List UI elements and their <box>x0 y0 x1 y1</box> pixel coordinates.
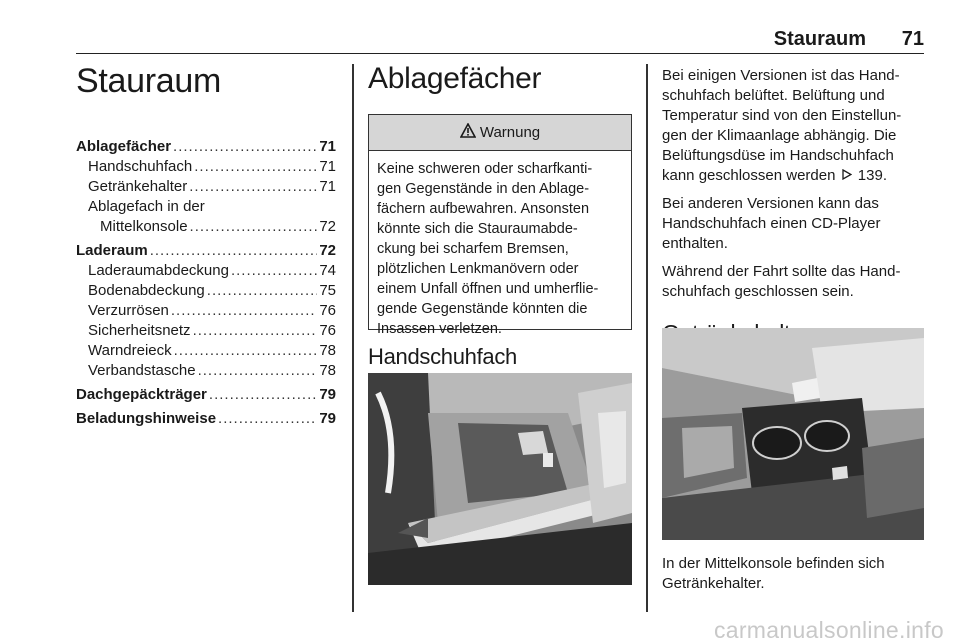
warning-header <box>369 115 631 151</box>
text-line: Bei einigen Versionen ist das Hand- <box>662 67 900 84</box>
warning-line: ckung bei scharfem Bremsen, <box>377 241 569 257</box>
toc-entry-page: 76 <box>319 322 336 339</box>
warning-line: einem Unfall öffnen und umherflie- <box>377 281 599 297</box>
text-line: Temperatur sind von den Einstellun- <box>662 107 902 124</box>
toc-entry-label: Ablagefach in der <box>88 198 205 215</box>
toc-entry-label: Ablagefächer <box>76 138 172 155</box>
text-line: enthalten. <box>662 235 728 252</box>
column-divider-right <box>646 64 648 612</box>
toc-leader-dots <box>173 137 317 157</box>
toc-entry[interactable] <box>76 341 336 361</box>
toc-entry-page: 72 <box>319 242 336 259</box>
text-line: Belüftungsdüse im Handschuhfach <box>662 147 894 164</box>
warning-title: Warnung <box>479 124 541 141</box>
toc-entry-label: Warndreieck <box>88 342 172 359</box>
reference-line <box>662 166 924 186</box>
toc-entry[interactable] <box>76 217 336 237</box>
paragraph-ventilation <box>662 66 924 186</box>
toc-entry[interactable] <box>76 177 336 197</box>
warning-line: Keine schweren oder scharfkanti- <box>377 161 593 177</box>
toc-entry-label: Verbandstasche <box>88 362 196 379</box>
toc-entry-page: 74 <box>319 262 336 279</box>
text-line: Bei anderen Versionen kann das <box>662 195 879 212</box>
toc-entry-page: 79 <box>319 386 336 403</box>
subsection-title-handschuhfach: Handschuhfach <box>368 344 517 369</box>
toc-entry[interactable] <box>76 197 336 217</box>
toc-entry[interactable] <box>76 281 336 301</box>
toc-leader-dots <box>190 217 318 237</box>
warning-text <box>369 151 631 347</box>
toc-entry-label: Dachgepäckträger <box>76 386 207 403</box>
warning-line: gen Gegenstände in den Ablage- <box>377 181 590 197</box>
column-divider-left <box>352 64 354 612</box>
toc-entry[interactable] <box>76 137 336 157</box>
toc-entry-label: Sicherheitsnetz <box>88 322 191 339</box>
reference-page: 139. <box>857 167 887 184</box>
reference-text: kann geschlossen werden <box>662 167 836 184</box>
section-title: Ablagefächer <box>368 62 542 95</box>
cupholder-image <box>662 328 924 540</box>
text-line: gen der Klimaanlage abhängig. Die <box>662 127 897 144</box>
glovebox-image <box>368 373 632 585</box>
toc-entry-page: 78 <box>319 362 336 379</box>
warning-line: gende Gegenstände könnten die <box>377 301 588 317</box>
toc-entry-page: 72 <box>319 218 336 235</box>
toc-leader-dots <box>193 321 318 341</box>
text-line: In der Mittelkonsole befinden sich <box>662 555 885 572</box>
toc-entry-label: Beladungshinweise <box>76 410 217 427</box>
toc-entry[interactable] <box>76 409 336 429</box>
toc-entry-page: 71 <box>319 178 336 195</box>
toc-entry-page: 71 <box>319 158 336 175</box>
toc-entry-label: Mittelkonsole <box>100 218 188 235</box>
toc-entry[interactable] <box>76 321 336 341</box>
warning-box <box>368 114 632 337</box>
warning-triangle-icon <box>460 123 476 143</box>
page-header <box>76 28 924 54</box>
toc-entry-page: 78 <box>319 342 336 359</box>
toc-leader-dots <box>231 261 317 281</box>
toc-entry[interactable] <box>76 361 336 381</box>
left-column <box>76 62 336 429</box>
toc-entry[interactable] <box>76 301 336 321</box>
toc-leader-dots <box>189 177 317 197</box>
toc-entry-page: 79 <box>319 410 336 427</box>
toc-leader-dots <box>150 241 318 261</box>
toc-entry[interactable] <box>76 261 336 281</box>
paragraph-cd-player <box>662 194 924 254</box>
text-line: Während der Fahrt sollte das Hand- <box>662 263 901 280</box>
toc-entry[interactable] <box>76 241 336 261</box>
toc-entry-label: Bodenabdeckung <box>88 282 205 299</box>
toc-leader-dots <box>171 301 317 321</box>
toc-entry[interactable] <box>76 385 336 405</box>
chapter-title: Stauraum <box>76 62 222 100</box>
cupholder-caption <box>662 554 924 602</box>
toc-entry-page: 75 <box>319 282 336 299</box>
header-page-number: 71 <box>901 28 924 50</box>
text-line: Handschuhfach einen CD-Player <box>662 215 881 232</box>
text-line: Getränkehalter. <box>662 575 765 592</box>
toc-entry-label: Verzurrösen <box>88 302 169 319</box>
toc-entry-label: Laderaum <box>76 242 148 259</box>
arrow-reference-icon <box>842 166 852 186</box>
toc-leader-dots <box>194 157 317 177</box>
warning-line: fächern aufbewahren. Ansonsten <box>377 201 590 217</box>
paragraph-driving-closed <box>662 262 924 302</box>
text-line: schuhfach geschlossen sein. <box>662 283 854 300</box>
watermark: carmanualsonline.info <box>713 617 944 642</box>
toc-entry-page: 71 <box>319 138 336 155</box>
toc-entry-label: Handschuhfach <box>88 158 193 175</box>
warning-line: Insassen verletzen. <box>377 321 502 337</box>
middle-column <box>368 62 632 370</box>
toc-entry-label: Getränkehalter <box>88 178 188 195</box>
right-column <box>662 66 924 347</box>
warning-line: könnte sich die Stauraumabde- <box>377 221 578 237</box>
toc-leader-dots <box>207 281 318 301</box>
table-of-contents <box>76 137 336 429</box>
toc-entry-label: Laderaumabdeckung <box>88 262 229 279</box>
toc-leader-dots <box>198 361 318 381</box>
toc-entry[interactable] <box>76 157 336 177</box>
toc-leader-dots <box>174 341 318 361</box>
toc-leader-dots <box>209 385 317 405</box>
text-line: schuhfach belüftet. Belüftung und <box>662 87 885 104</box>
toc-leader-dots <box>218 409 317 429</box>
header-title: Stauraum <box>773 28 866 50</box>
warning-line: plötzlichen Lenkmanövern oder <box>377 261 579 277</box>
toc-entry-page: 76 <box>319 302 336 319</box>
